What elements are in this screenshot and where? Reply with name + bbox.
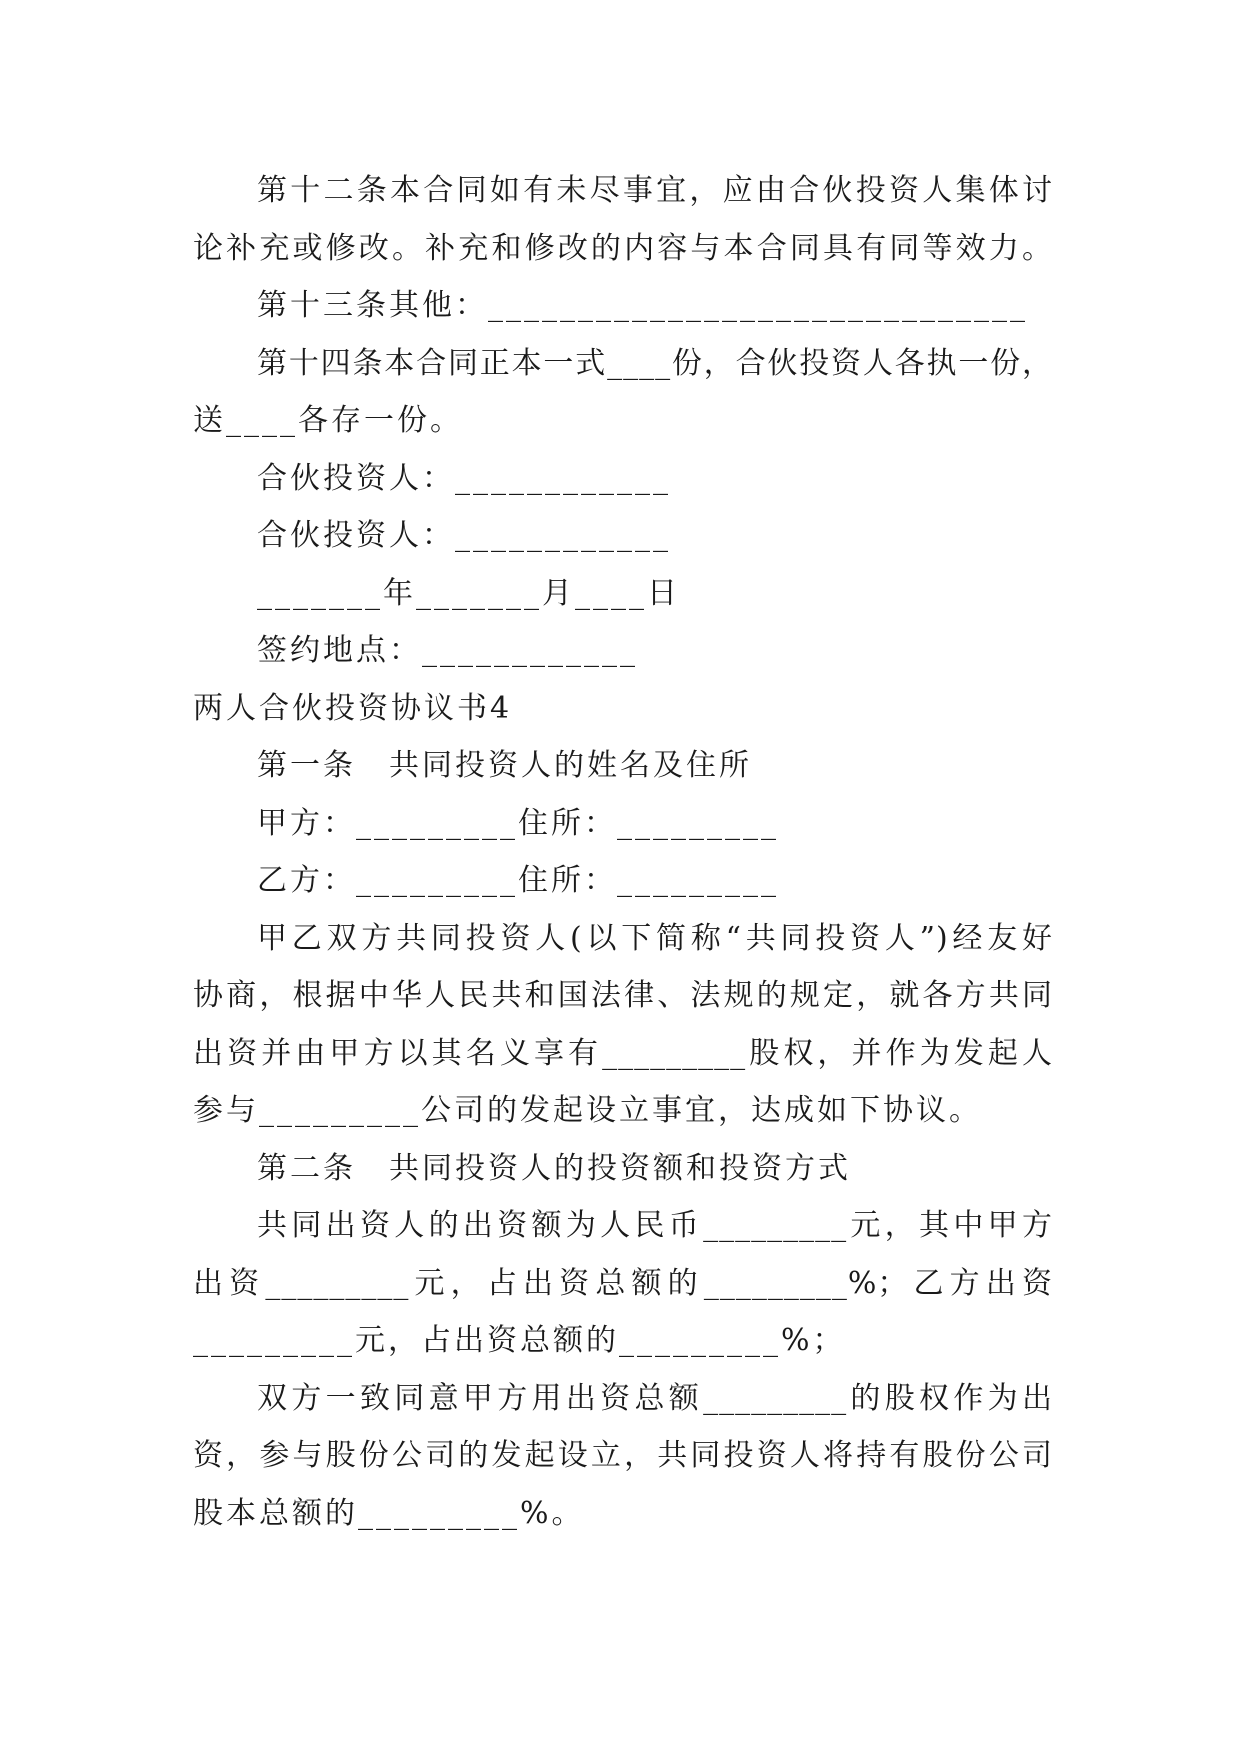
signing-date: _______年_______月____日 (257, 575, 680, 611)
article-1-heading: 第一条 共同投资人的姓名及住所 (257, 748, 752, 783)
section-title: 两人合伙投资协议书4 (193, 690, 513, 726)
clause-13: 第十三条其他：______________________________ (257, 288, 1028, 323)
preamble-line-1: 甲乙双方共同投资人(以下简称“共同投资人”)经友好 (257, 920, 1053, 956)
equity-line-1: 双方一致同意甲方用出资总额_________的股权作为出 (257, 1380, 1053, 1416)
preamble-line-4: 参与_________公司的发起设立事宜，达成如下协议。 (193, 1093, 982, 1128)
clause-14-line-2: 送____各存一份。 (193, 403, 463, 438)
clause-14-line-1: 第十四条本合同正本一式____份，合伙投资人各执一份， (257, 345, 1053, 381)
equity-line-2: 资，参与股份公司的发起设立，共同投资人将持有股份公司 (193, 1438, 1053, 1473)
clause-12-line-1: 第十二条本合同如有未尽事宜，应由合伙投资人集体讨 (257, 173, 1053, 208)
investment-line-1: 共同出资人的出资额为人民币_________元，其中甲方 (257, 1208, 1053, 1243)
signing-place: 签约地点：____________ (257, 633, 638, 668)
investment-line-2: 出资_________元，占出资总额的_________%；乙方出资 (193, 1265, 1053, 1301)
party-a-info: 甲方：_________住所：_________ (257, 805, 779, 841)
article-2-heading: 第二条 共同投资人的投资额和投资方式 (257, 1150, 851, 1186)
preamble-line-2: 协商，根据中华人民共和国法律、法规的规定，就各方共同 (193, 978, 1053, 1013)
document-page (193, 162, 1053, 1542)
partner-signature-1: 合伙投资人：____________ (257, 460, 671, 496)
partner-signature-2: 合伙投资人：____________ (257, 518, 671, 553)
clause-12-line-2: 论补充或修改。补充和修改的内容与本合同具有同等效力。 (193, 230, 1053, 266)
investment-line-3: _________元，占出资总额的_________%； (193, 1323, 846, 1358)
preamble-line-3: 出资并由甲方以其名义享有_________股权，并作为发起人 (193, 1035, 1053, 1071)
party-b-info: 乙方：_________住所：_________ (257, 863, 779, 898)
equity-line-3: 股本总额的_________%。 (193, 1495, 585, 1531)
